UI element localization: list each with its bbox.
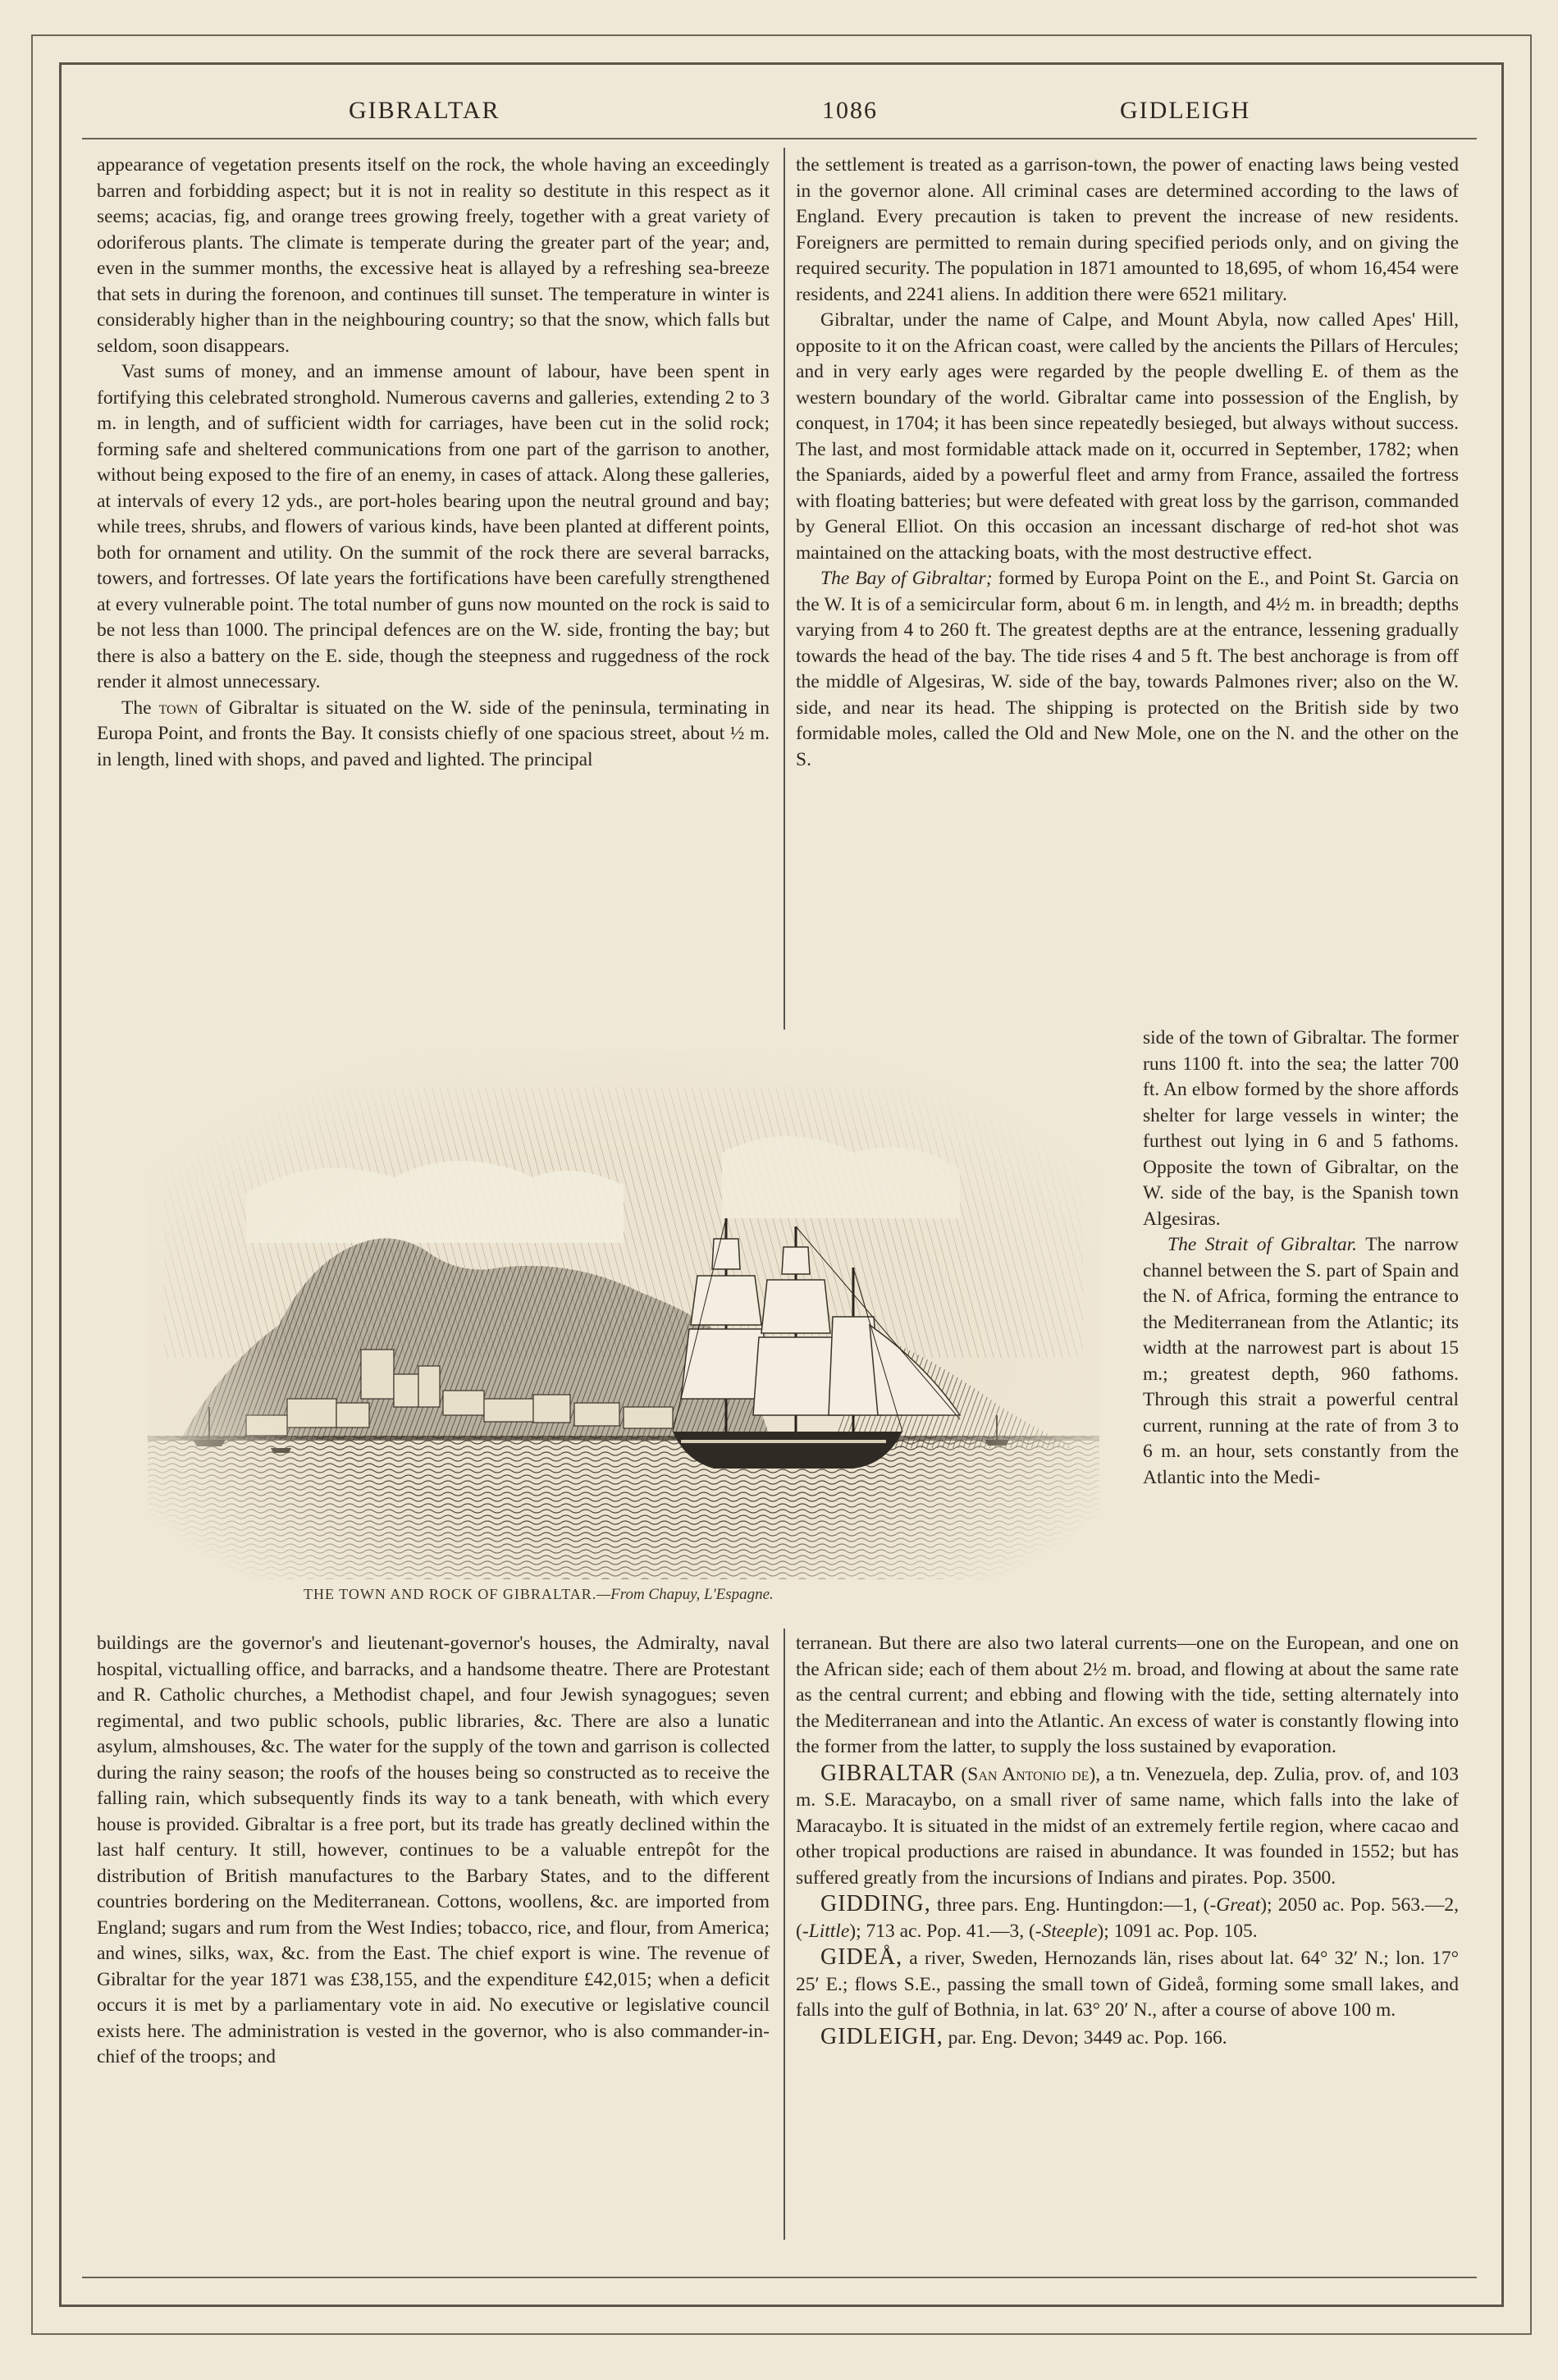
town-lead: The <box>121 697 159 719</box>
bay-text: formed by Europa Point on the E., and Point St. Garcia on the W. It is of a semicircular form, about 6 m. in length, and 4½ m. in breadth; depths varying from 4 to 260 ft. The greatest depths are at the entrance, lessening gradually towards the head of the bay. The tide rises 4 and 5 ft. The best anchorage is from off the middle of Algesiras, W. side of the bay, towards Palmones river; also on the W. side, and near its head. The shipping is protected on the British side by two formidable moles, called the Old and New Mole, one on the N. and the other on the S. <box>796 568 1459 770</box>
bay-heading: The Bay of Gibraltar; <box>820 568 993 589</box>
entry-text: ); 1091 ac. Pop. 105. <box>1097 1920 1258 1942</box>
caption-title: THE TOWN AND ROCK OF GIBRALTAR. <box>304 1586 597 1602</box>
column-divider-bottom <box>784 1629 785 2240</box>
column-left-top <box>97 153 770 773</box>
entry-gibraltar-venezuela: GIBRALTAR (San Antonio de), a tn. Venezuela, dep. Zulia, prov. of, and 103 m. S.E. Maracaybo, on a small river of same name, which falls into the lake of Maracaybo. It is situated in the midst of an extremely fertile region, where cacao and other tropical productions are raised in abundance. It was founded in 1552; but has suffered greatly from the incursions of Indians and pirates. Pop. 3500. <box>796 1760 1459 1889</box>
entry-headword: GIDLEIGH, <box>820 2023 943 2049</box>
entry-gidleigh <box>796 2024 1459 2052</box>
page-number: 1086 <box>822 97 878 124</box>
entry-text: , a tn. Venezuela, dep. Zulia, prov. of, and 103 m. S.E. Maracaybo, on a small river of same name, which falls into the lake of Maracaybo. It is situated in the midst of an extremely fertile region, where cacao and other tropical productions are raised in abundance. It was founded in 1552; but has suffered greatly from the incursions of Indians and pirates. Pop. 3500. <box>796 1763 1459 1889</box>
entry-headword: GIDDING, <box>820 1891 931 1916</box>
paragraph-strait-end: terranean. But there are also two lateral currents—one on the European, and one on the African side; each of them about 2½ m. broad, and flowing at about the same rate as the central current; and ebbing and flowing with the tide, setting alternately into the Mediterranean and into the Atlantic. An excess of water is constantly flowing into the former from the latter, to supply the loss sustained by evaporation. <box>796 1633 1459 1757</box>
column-divider-top <box>784 148 785 1030</box>
paragraph-town <box>97 696 770 774</box>
engraving-gibraltar-rock <box>148 1054 1099 1579</box>
entry-text: three pars. Eng. Huntingdon:—1, ( <box>930 1894 1210 1916</box>
entry-gidding <box>796 1891 1459 1944</box>
entry-text: a river, Sweden, Hernozands län, rises about lat. 64° 32′ N.; lon. 17° 25′ E.; flows S.E., passing the small town of Gideå, forming some small lakes, and falls into the gulf of Bothnia, in lat. 63° 20′ N., after a course of above 100 m. <box>796 1948 1459 2021</box>
paragraph-vegetation: appearance of vegetation presents itself on the rock, the whole having an exceedingly barren and forbidding aspect; but it is not in reality so destitute in this respect as it seems; acacias, fig, and orange trees growing freely, together with a great variety of odoriferous plants. The climate is temperate during the greater part of the year; and, even in the summer months, the excessive heat is allayed by a refreshing sea-breeze that sets in during the forenoon, and continues till sunset. The temperature in winter is considerably higher than in the neighbouring country; so that the snow, which falls but seldom, soon disappears. <box>97 154 770 357</box>
entry-headword: GIBRALTAR <box>820 1760 956 1786</box>
entry-headword: GIDEÅ, <box>820 1944 903 1970</box>
paragraph-strait <box>1143 1232 1459 1491</box>
column-left-bottom <box>97 1631 770 2071</box>
paragraph-settlement: the settlement is treated as a garrison-town, the power of enacting laws being vested in the governor alone. All criminal cases are determined according to the laws of England. Every precaution is taken to prevent the increase of new residents. Foreigners are permitted to remain during specified periods only, and on giving the required security. The population in 1871 amounted to 18,695, of whom 16,454 were residents, and 2241 aliens. In addition there were 6521 military. <box>796 154 1459 305</box>
footer-rule <box>82 2277 1477 2278</box>
caption-source: —From Chapuy, L'Espagne. <box>596 1586 774 1603</box>
header-left-word: GIBRALTAR <box>349 97 500 124</box>
column-right-bottom <box>796 1631 1459 2051</box>
paragraph-history: Gibraltar, under the name of Calpe, and Mount Abyla, now called Apes' Hill, opposite to it on the African coast, were called by the ancients the Pillars of Hercules; and in very early ages were regarded by the people dwelling E. of them as the western boundary of the world. Gibraltar came into possession of the English, by conquest, in 1704; it has been since repeatedly besieged, but always without success. The last, and most formidable attack made on it, occurred in September, 1782; when the Spaniards, aided by a powerful fleet and army from France, assailed the fortress with floating batteries; but were defeated with great loss by the garrison, commanded by General Elliot. On this occasion an incessant discharge of red-hot shot was maintained on the attacking boats, with the most destructive effect. <box>796 309 1459 564</box>
strait-heading: The Strait of Gibraltar. <box>1167 1234 1358 1255</box>
town-smallcap: town <box>158 697 199 719</box>
paragraph-bay-continued: side of the town of Gibraltar. The former runs 1100 ft. into the sea; the latter 700 ft. An elbow formed by the shore affords shelter for large vessels in winter; the furthest out lying in 6 and 5 fathoms. Opposite the town of Gibraltar, on the W. side of the bay, is the Spanish town Algesiras. <box>1143 1027 1459 1230</box>
paragraph-buildings: buildings are the governor's and lieutenant-governor's houses, the Admiralty, naval hospital, victualling office, and barracks, and a handsome theatre. There are Protestant and R. Catholic churches, a Methodist chapel, and four Jewish synagogues; seven regimental, and two public schools, public libraries, &c. There are also a lunatic asylum, almshouses, &c. The water for the supply of the town and garrison is collected during the rainy season; the roofs of the houses being so constructed as to receive the falling rain, which subsequently finds its way to a tank beneath, with which every house is provided. Gibraltar is a free port, but its trade has greatly declined within the last half century. It still, however, continues to be a valuable entrepôt for the distribution of British manufactures to the Barbary States, and to the different countries bordering on the Mediterranean. Cottons, woollens, &c. are imported from England; sugars and rum from the West Indies; tobacco, rice, and flour, from America; and wines, silks, wax, &c. from the East. The chief export is wine. The revenue of Gibraltar for the year 1871 was £38,155, and the expenditure £42,015; when a deficit occurs it is met by a parliamentary vote in aid. No executive or legislative council exists here. The administration is vested in the governor, who is also commander-in-chief of the troops; and <box>97 1633 770 2067</box>
entry-gidea <box>796 1944 1459 2024</box>
entry-parish-name: -Steeple <box>1035 1920 1098 1942</box>
entry-text: par. Eng. Devon; 3449 ac. Pop. 166. <box>943 2026 1227 2049</box>
entry-altname: San Antonio de <box>967 1763 1090 1785</box>
header-rule <box>82 138 1477 139</box>
town-text: of Gibraltar is situated on the W. side of the peninsula, terminating in Europa Point, and fronts the Bay. It consists chiefly of one spacious street, about ½ m. in length, lined with shops, and paved and lighted. The principal <box>97 697 770 770</box>
column-narrow-beside-image <box>1143 1026 1459 1491</box>
entry-text: ); 713 ac. Pop. 41.—3, ( <box>849 1920 1035 1942</box>
strait-text: The narrow channel between the S. part of Spain and the N. of Africa, forming the entrance to the Mediterranean from the Atlantic; its width at the narrowest part is about 15 m.; greatest depth, 960 fathoms. Through this strait a powerful central current, running at the rate of from 3 to 6 m. an hour, sets constantly from the Atlantic into the Medi- <box>1143 1234 1459 1488</box>
entry-parish-name: -Little <box>802 1920 850 1942</box>
paragraph-fortifications: Vast sums of money, and an immense amount of labour, have been spent in fortifying this celebrated stronghold. Numerous caverns and galleries, extending 2 to 3 m. in length, and of sufficient width for carriages, have been cut in the solid rock; forming safe and sheltered communications from one part of the garrison to another, without being exposed to the fire of an enemy, in cases of attack. Along these galleries, at intervals of every 12 yds., are port-holes bearing upon the neutral ground and bay; while trees, shrubs, and flowers of various kinds, have been planted at different points, both for ornament and utility. On the summit of the rock there are several barracks, towers, and fortresses. Of late years the fortifications have been carefully strengthened at every vulnerable point. The total number of guns now mounted on the rock is said to be not less than 1000. The principal defences are on the W. side, fronting the bay; but there is also a battery on the E. side, though the steepness and ruggedness of the rock render it almost unnecessary. <box>97 361 770 692</box>
header-right-word: GIDLEIGH <box>1120 97 1251 124</box>
running-header <box>74 90 1485 131</box>
entry-parish-name: -Great <box>1209 1894 1261 1916</box>
paragraph-bay <box>796 566 1459 773</box>
entry-text: ); 2050 ac. Pop. 563.—2, ( <box>796 1894 1459 1942</box>
column-right-top <box>796 153 1459 773</box>
engraving-caption <box>304 1586 774 1604</box>
